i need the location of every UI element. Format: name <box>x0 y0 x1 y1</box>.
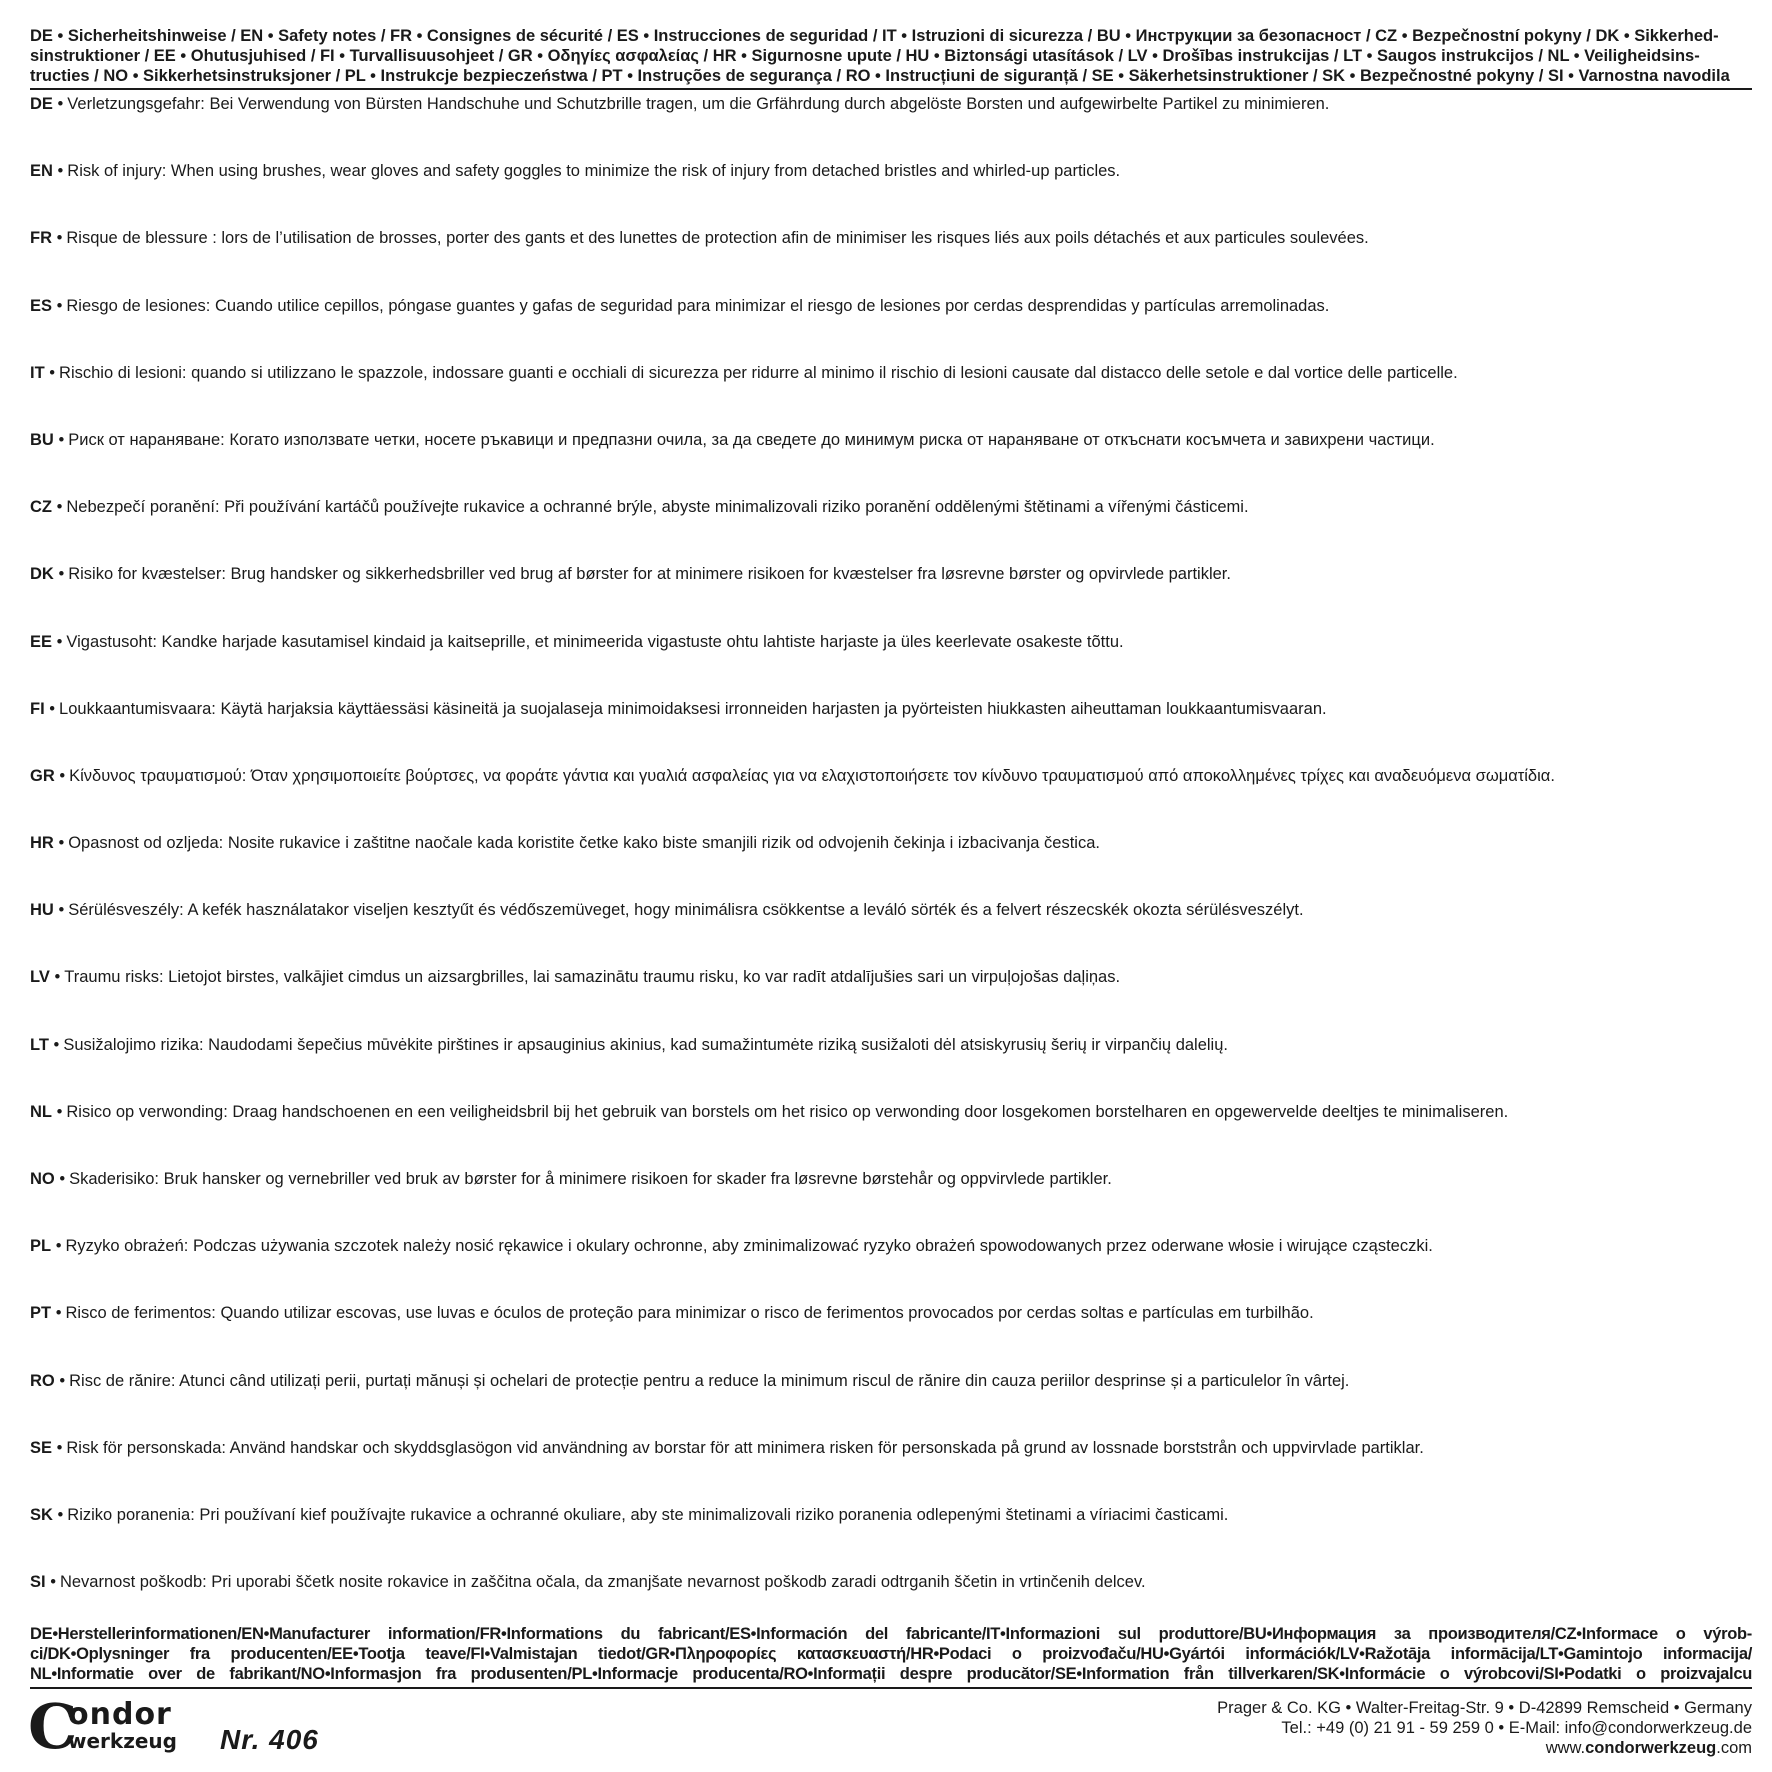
language-code: SI <box>30 1573 46 1592</box>
language-code: HR <box>30 834 54 853</box>
safety-note-pl: PL • Ryzyko obrażeń: Podczas używania szczotek należy nosić rękawice i okulary ochronne, aby zminimalizować ryzyko obrażeń spowodowanych przez oderwane włosie i wirujące cząsteczki. <box>30 1237 1433 1256</box>
note-text: Opasnost od ozljeda: Nosite rukavice i zaštitne naočale kada koristite četke kako biste smanjili rizik od odvojenih čekinja i izbacivanja čestica. <box>68 834 1100 853</box>
header-line: tructies / NO • Sikkerhetsinstruksjoner / PL • Instrukcje bezpieczeństwa / PT • Instruções de segurança / RO • Instrucțiuni de siguranță / SE • Säkerhetsinstruktioner / SK • Bezpečnostné pokyny / SI • Varnostna navodila <box>30 67 1730 85</box>
safety-note-si: SI • Nevarnost poškodb: Pri uporabi ščetk nosite rokavice in zaščitna očala, da zmanjšate nevarnost poškodb zaradi odtrganih ščetin in vrtinčenih delcev. <box>30 1573 1146 1592</box>
language-code: NL <box>30 1102 52 1121</box>
logo-subtitle: werkzeug <box>68 1729 177 1753</box>
note-text: Risque de blessure : lors de l’utilisation de brosses, porter des gants et des lunettes de protection afin de minimiser les risques liés aux poils détachés et aux particules soulevées. <box>66 229 1369 248</box>
safety-note-es: ES • Riesgo de lesiones: Cuando utilice cepillos, póngase guantes y gafas de seguridad para minimizar el riesgo de lesiones por cerdas desprendidas y partículas arremolinadas. <box>30 296 1330 315</box>
note-text: Sérülésveszély: A kefék használatakor viseljen kesztyűt és védőszemüveget, hogy minimálisra csökkentse a leváló sörték és a felvert részecskék okozta sérülésveszélyt. <box>68 901 1304 920</box>
website-prefix: www. <box>1545 1739 1586 1757</box>
model-number: Nr. 406 <box>220 1724 319 1755</box>
note-text: Riesgo de lesiones: Cuando utilice cepillos, póngase guantes y gafas de seguridad para minimizar el riesgo de lesiones por cerdas desprendidas y partículas arremolinadas. <box>66 296 1330 315</box>
note-text: Verletzungsgefahr: Bei Verwendung von Bürsten Handschuhe und Schutzbrille tragen, um die Grfährdung durch abgelöste Borsten und aufgewirbelte Partikel zu minimieren. <box>67 95 1330 113</box>
safety-note-sk: SK • Riziko poranenia: Pri používaní kief používajte rukavice a ochranné okuliare, aby ste minimalizovali riziko poranenia odlepenými štetinami a víriacimi časticami. <box>30 1505 1229 1524</box>
note-text: Risco de ferimentos: Quando utilizar escovas, use luvas e óculos de proteção para minimizar o risco de ferimentos provocados por cerdas soltas e partículas em turbilhão. <box>65 1304 1314 1323</box>
language-code: EE <box>30 632 53 651</box>
language-code: ES <box>30 296 53 315</box>
header-line: sinstruktioner / EE • Ohutusjuhised / FI • Turvallisuusohjeet / GR • Οδηγίες ασφαλείας / HR • Sigurnosne upute / HU • Biztonsági utasítások / LV • Drošības instrukcijas / LT • Saugos instrukcijos / NL • Veiligheidsins- <box>30 47 1700 65</box>
manufacturer-info-header <box>30 1624 1752 1689</box>
website-domain: condorwerkzeug <box>1585 1739 1717 1757</box>
safety-note-hr: HR • Opasnost od ozljeda: Nosite rukavice i zaštitne naočale kada koristite četke kako biste smanjili rizik od odvojenih čekinja i izbacivanja čestica. <box>30 834 1100 853</box>
note-text: Риск от нараняване: Когато използвате четки, носете ръкавици и предпазни очила, за да сведете до минимум риска от нараняване от откъснати косъмчета и завихрени частици. <box>68 430 1435 449</box>
language-code: CZ <box>30 498 52 517</box>
safety-note-ee: EE • Vigastusoht: Kandke harjade kasutamisel kindaid ja kaitseprille, et minimeerida vigastuste ohtu lahtiste harjaste ja üles keerlevate osakeste tõttu. <box>30 632 1124 651</box>
condor-logo <box>28 1696 208 1756</box>
language-code: FI <box>30 699 45 718</box>
language-code: LT <box>30 1035 49 1054</box>
safety-note-pt: PT • Risco de ferimentos: Quando utilizar escovas, use luvas e óculos de proteção para minimizar o risco de ferimentos provocados por cerdas soltas e partículas em turbilhão. <box>30 1304 1314 1323</box>
safety-note-no: NO • Skaderisiko: Bruk hansker og vernebriller ved bruk av børster for å minimere risikoen for skader fra løsrevne børstehår og oppvirvlede partikler. <box>30 1170 1112 1188</box>
note-text: Traumu risks: Lietojot birstes, valkājiet cimdus un aizsargbrilles, lai samazinātu traumu risku, ko var radīt atdalījušies sari un virpuļojošas daļiņas. <box>64 968 1121 987</box>
safety-notes-list <box>30 90 1752 1635</box>
note-text: Vigastusoht: Kandke harjade kasutamisel kindaid ja kaitseprille, et minimeerida vigastuste ohtu lahtiste harjaste ja üles keerlevate osakeste tõttu. <box>66 632 1124 651</box>
safety-note-bu: BU • Риск от нараняване: Когато използвате четки, носете ръкавици и предпазни очила, за да сведете до минимум риска от нараняване от откъснати косъмчета и завихрени частици. <box>30 430 1435 449</box>
note-text: Risk of injury: When using brushes, wear gloves and safety goggles to minimize the risk of injury from detached bristles and whirled-up particles. <box>67 162 1121 181</box>
manufacturer-address <box>1217 1698 1752 1758</box>
safety-note-fi: FI • Loukkaantumisvaara: Käytä harjaksia käyttäessäsi käsineitä ja suojalaseja minimoidaksesi irronneiden harjasten ja pyörteisten hiukkasten aiheuttaman loukkaantumisvaaran. <box>30 699 1327 718</box>
note-text: Risc de rănire: Atunci când utilizați perii, purtați mănuși și ochelari de protecție pentru a reduce la minimum riscul de rănire din cauza periilor desprinse și a particulelor în vârtej. <box>69 1371 1350 1390</box>
note-text: Nevarnost poškodb: Pri uporabi ščetk nosite rokavice in zaščitna očala, da zmanjšate nevarnost poškodb zaradi odtrganih ščetin in vrtinčenih delcev. <box>59 1573 1146 1592</box>
note-text: Κίνδυνος τραυματισμού: Όταν χρησιμοποιείτε βούρτσες, να φοράτε γάντια και γυαλιά ασφαλείας για να ελαχιστοποιήσετε τον κίνδυνο τραυματισμού από αποκολλημένες τρίχες και αναδευόμενα σωματίδια. <box>69 766 1555 785</box>
safety-note-fr: FR • Risque de blessure : lors de l’utilisation de brosses, porter des gants et des lunettes de protection afin de minimiser les risques liés aux poils détachés et aux particules soulevées. <box>30 229 1369 248</box>
logo-wordmark: ondor <box>68 1697 172 1732</box>
header-line: NL•Informatie over de fabrikant/NO•Informasjon fra produsenten/PL•Informacje producenta/RO•Informații despre producător/SE•Information från tillverkaren/SK•Informácie o výrobcovi/SI•Podatki o proizvajalcu <box>30 1665 1752 1683</box>
language-code: RO <box>30 1371 55 1390</box>
note-text: Susižalojimo rizika: Naudodami šepečius mūvėkite pirštines ir apsauginius akinius, kad sumažintumėte riziką susižaloti dėl atsiskyrusių šerių ir virpančių dalelių. <box>63 1035 1228 1054</box>
safety-note-nl: NL • Risico op verwonding: Draag handschoenen en een veiligheidsbril bij het gebruik van borstels om het risico op verwonding door losgekomen borstelharen en opgewervelde deeltjes te minimaliseren. <box>30 1102 1509 1121</box>
logo-initial: C <box>28 1696 78 1756</box>
note-text: Risico op verwonding: Draag handschoenen en een veiligheidsbril bij het gebruik van borstels om het risico op verwonding door losgekomen borstelharen en opgewervelde deeltjes te minimaliseren. <box>66 1102 1509 1121</box>
language-code: GR <box>30 766 55 785</box>
contact-line: Tel.: +49 (0) 21 91 - 59 259 0 • E-Mail: info@condorwerkzeug.de <box>1281 1719 1752 1737</box>
safety-note-lv: LV • Traumu risks: Lietojot birstes, valkājiet cimdus un aizsargbrilles, lai samazinātu traumu risku, ko var radīt atdalījušies sari un virpuļojošas daļiņas. <box>30 968 1121 987</box>
note-text: Ryzyko obrażeń: Podczas używania szczotek należy nosić rękawice i okulary ochronne, aby zminimalizować ryzyko obrażeń spowodowanych przez oderwane włosie i wirujące cząsteczki. <box>65 1237 1433 1256</box>
address-line: Prager & Co. KG • Walter-Freitag-Str. 9 • D-42899 Remscheid • Germany <box>1217 1699 1752 1717</box>
safety-note-en: EN • Risk of injury: When using brushes, wear gloves and safety goggles to minimize the risk of injury from detached bristles and whirled-up particles. <box>30 162 1121 181</box>
safety-note-it: IT • Rischio di lesioni: quando si utilizzano le spazzole, indossare guanti e occhiali di sicurezza per ridurre al minimo il rischio di lesioni causate dal distacco delle setole e dal vortice delle particelle. <box>30 363 1458 382</box>
language-code: HU <box>30 901 54 920</box>
safety-note-de: DE • Verletzungsgefahr: Bei Verwendung von Bürsten Handschuhe und Schutzbrille tragen, um die Grfährdung durch abgelöste Borsten und aufgewirbelte Partikel zu minimieren. <box>30 95 1330 113</box>
language-code: NO <box>30 1170 55 1188</box>
safety-note-hu: HU • Sérülésveszély: A kefék használatakor viseljen kesztyűt és védőszemüveget, hogy minimálisra csökkentse a leváló sörték és a felvert részecskék okozta sérülésveszélyt. <box>30 901 1304 920</box>
note-text: Rischio di lesioni: quando si utilizzano le spazzole, indossare guanti e occhiali di sicurezza per ridurre al minimo il rischio di lesioni causate dal distacco delle setole e dal vortice delle particelle. <box>59 363 1458 382</box>
language-code: EN <box>30 162 53 181</box>
language-code: DK <box>30 565 54 584</box>
language-code: SK <box>30 1505 53 1524</box>
note-text: Skaderisiko: Bruk hansker og vernebriller ved bruk av børster for å minimere risikoen for skader fra løsrevne børstehår og oppvirvlede partikler. <box>69 1170 1112 1188</box>
safety-note-lt: LT • Susižalojimo rizika: Naudodami šepečius mūvėkite pirštines ir apsauginius akinius, kad sumažintumėte riziką susižaloti dėl atsiskyrusių šerių ir virpančių dalelių. <box>30 1035 1228 1054</box>
language-code: FR <box>30 229 52 248</box>
note-text: Loukkaantumisvaara: Käytä harjaksia käyttäessäsi käsineitä ja suojalaseja minimoidaksesi irronneiden harjasten ja pyörteisten hiukkasten aiheuttaman loukkaantumisvaaran. <box>59 699 1327 718</box>
safety-note-dk: DK • Risiko for kvæstelser: Brug handsker og sikkerhedsbriller ved brug af børster for at minimere risikoen for kvæstelser fra løsrevne børster og opvirvlede partikler. <box>30 565 1231 584</box>
language-code: BU <box>30 430 54 449</box>
header-line: DE • Sicherheitshinweise / EN • Safety notes / FR • Consignes de sécurité / ES • Instrucciones de seguridad / IT • Istruzioni di sicurezza / BU • Инструкции за безопасност / CZ • Bezpečnostní pokyny / DK • Sikkerhed- <box>30 27 1719 45</box>
language-code: IT <box>30 363 45 382</box>
language-code: DE <box>30 95 53 113</box>
language-code: LV <box>30 968 50 987</box>
note-text: Risiko for kvæstelser: Brug handsker og sikkerhedsbriller ved brug af børster for at minimere risikoen for kvæstelser fra løsrevne børster og opvirvlede partikler. <box>68 565 1231 584</box>
safety-note-cz: CZ • Nebezpečí poranění: Při používání kartáčů používejte rukavice a ochranné brýle, abyste minimalizovali riziko poranění oddělenými štětinami a vířenými částicemi. <box>30 498 1249 517</box>
note-text: Risk för personskada: Använd handskar och skyddsglasögon vid användning av borstar för att minimera risken för personskada på grund av lossnade borststrån och uppvirvlade partiklar. <box>66 1438 1424 1457</box>
safety-note-gr: GR • Κίνδυνος τραυματισμού: Όταν χρησιμοποιείτε βούρτσες, να φοράτε γάντια και γυαλιά ασφαλείας για να ελαχιστοποιήσετε τον κίνδυνο τραυματισμού από αποκολλημένες τρίχες και αναδευόμενα σωματίδια. <box>30 766 1555 785</box>
header-line: DE•Herstellerinformationen/EN•Manufacturer information/FR•Informations du fabricant/ES•Información del fabricante/IT•Informazioni sul produttore/BU•Информация за производителя/CZ•Informace o výrob- <box>30 1625 1752 1643</box>
language-code: PL <box>30 1237 52 1256</box>
note-text: Nebezpečí poranění: Při používání kartáčů používejte rukavice a ochranné brýle, abyste minimalizovali riziko poranění oddělenými štětinami a vířenými částicemi. <box>66 498 1249 517</box>
note-text: Riziko poranenia: Pri používaní kief používajte rukavice a ochranné okuliare, aby ste minimalizovali riziko poranenia odlepenými štetinami a víriacimi časticami. <box>67 1505 1229 1524</box>
safety-notes-header <box>30 26 1752 90</box>
language-code: PT <box>30 1304 52 1323</box>
language-code: SE <box>30 1438 53 1457</box>
safety-note-ro: RO • Risc de rănire: Atunci când utilizați perii, purtați mănuși și ochelari de protecție pentru a reduce la minimum riscul de rănire din cauza periilor desprinse și a particulelor în vârtej. <box>30 1371 1350 1390</box>
header-line: ci/DK•Oplysninger fra producenten/EE•Tootja teave/FI•Valmistajan tiedot/GR•Πληροφορίες κατασκευαστή/HR•Podaci o proizvođaču/HU•Gyártói információk/LV•Ražotāja informācija/LT•Gamintojo informacija/ <box>30 1645 1752 1663</box>
website-line <box>1217 1738 1752 1758</box>
safety-note-se: SE • Risk för personskada: Använd handskar och skyddsglasögon vid användning av borstar för att minimera risken för personskada på grund av lossnade borststrån och uppvirvlade partiklar. <box>30 1438 1424 1457</box>
website-suffix: .com <box>1716 1739 1752 1757</box>
